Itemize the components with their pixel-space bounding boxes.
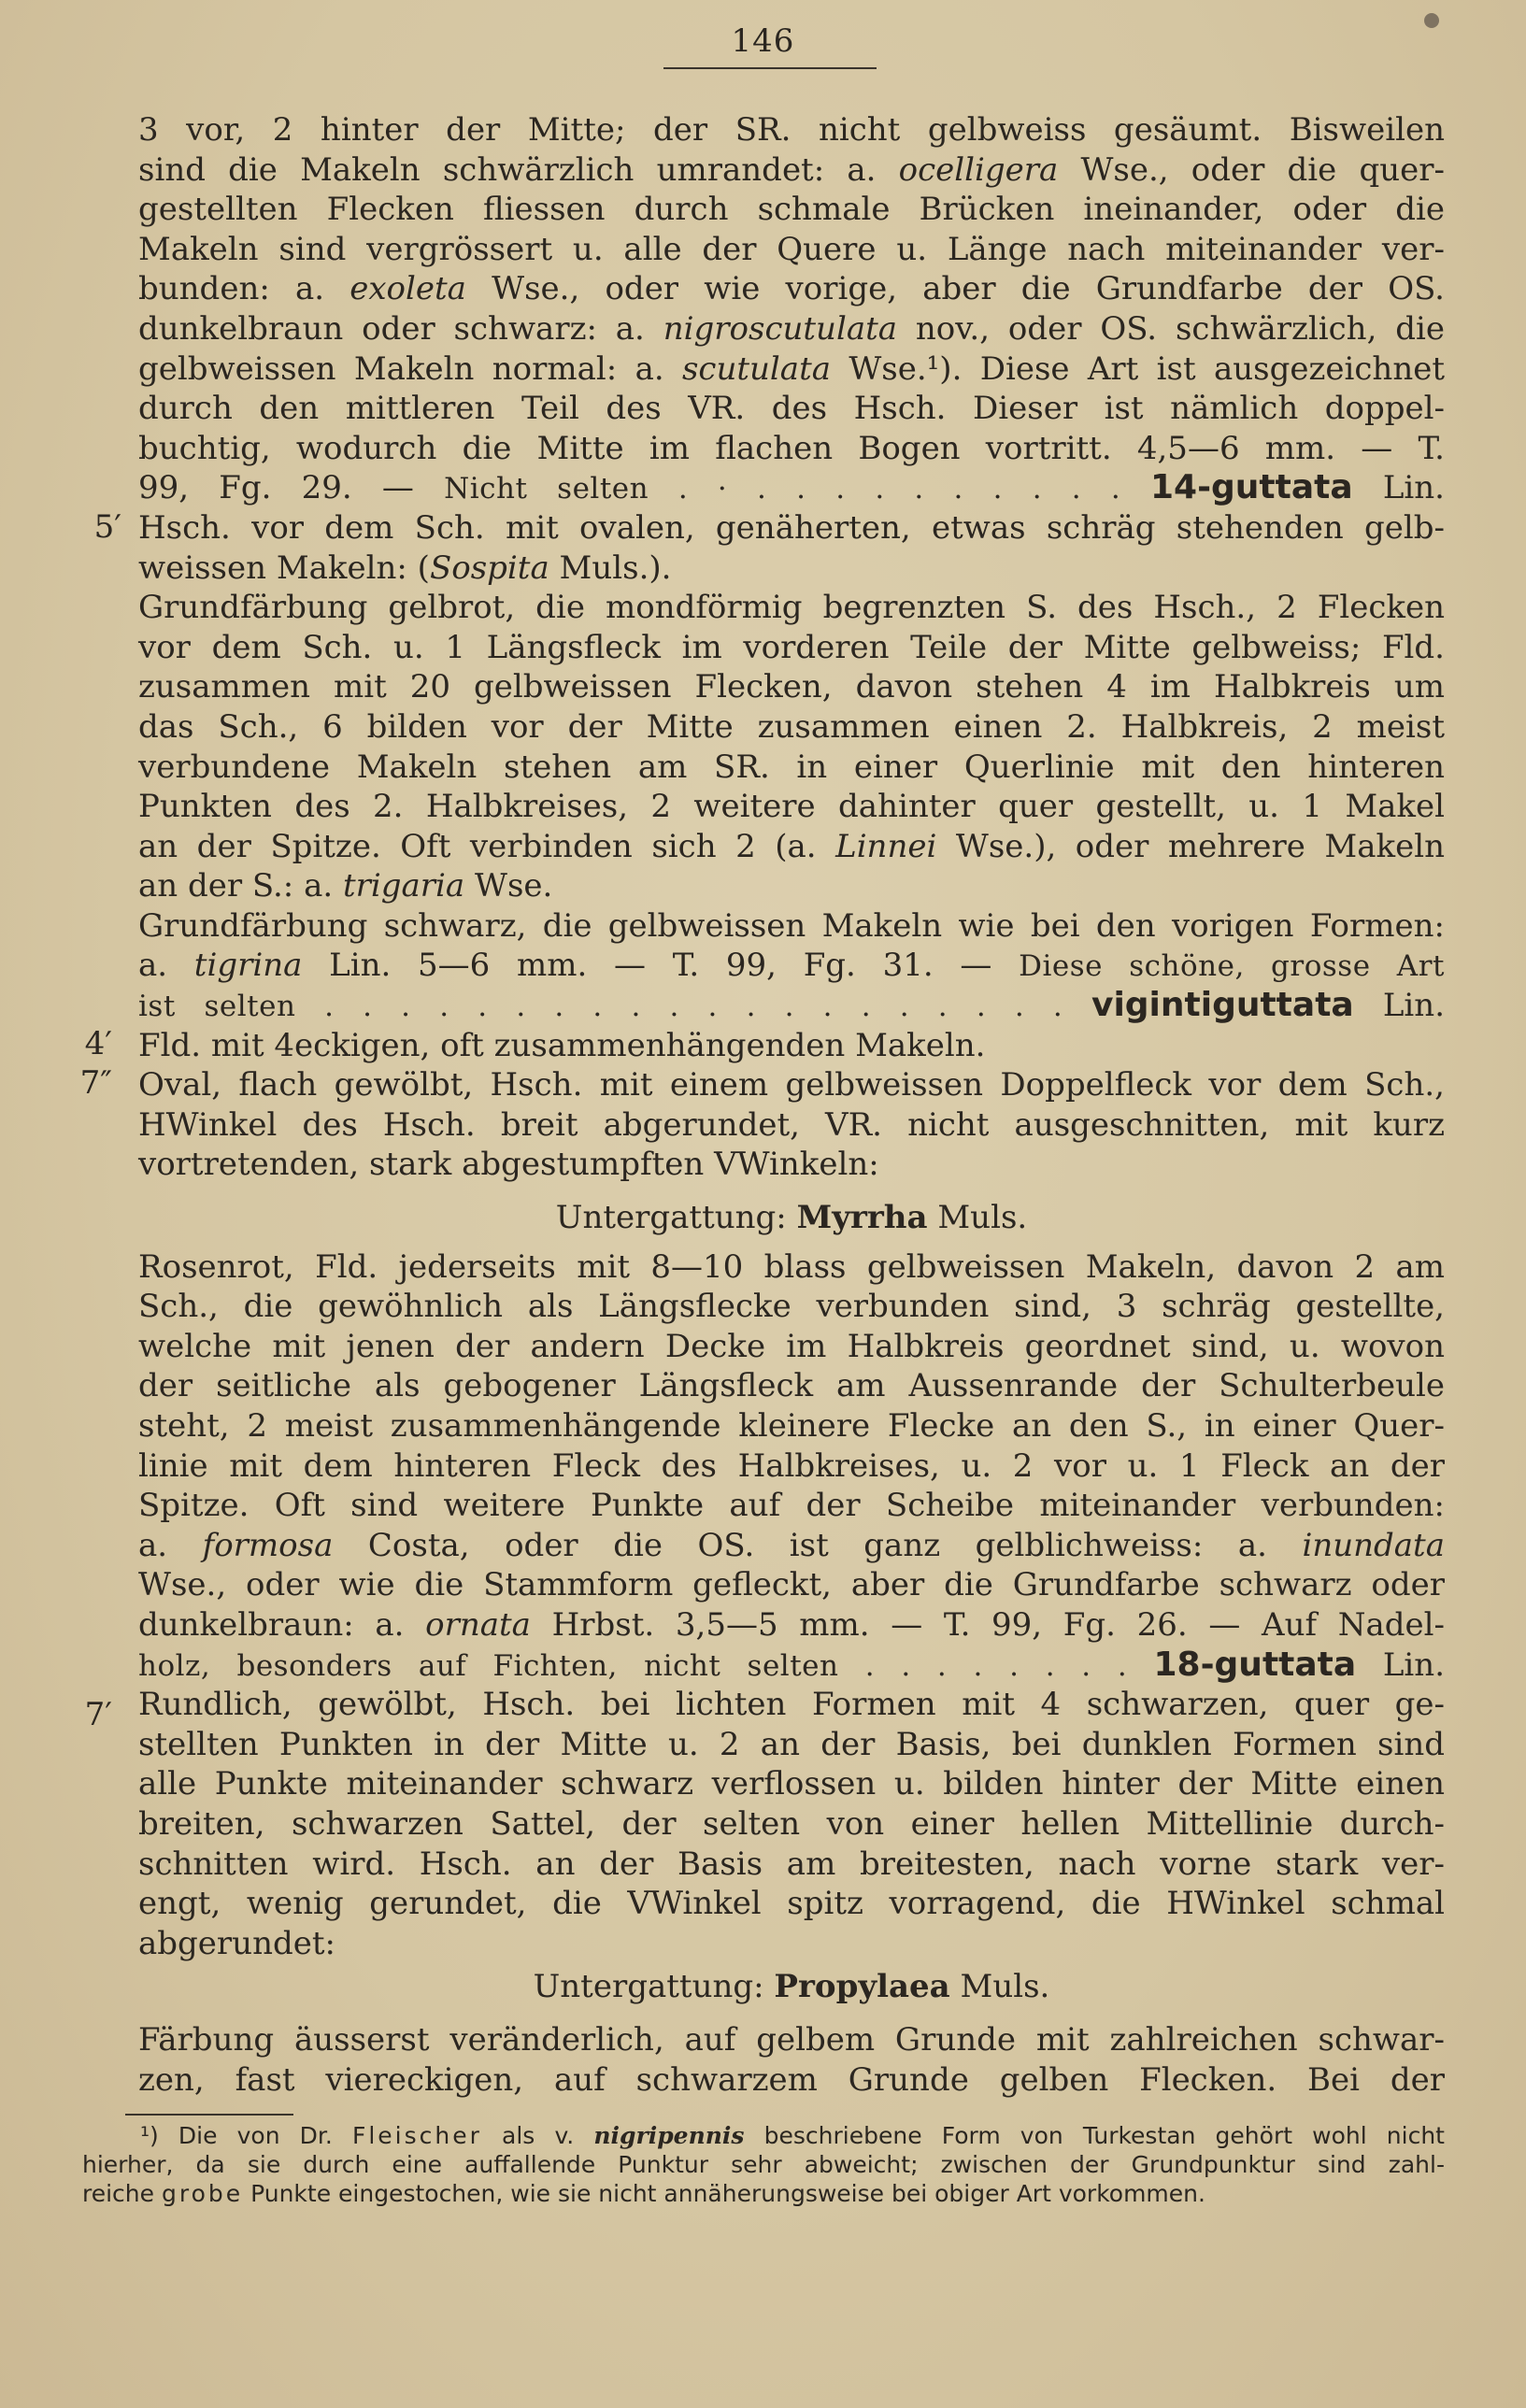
species-name: vigintiguttata [1091, 986, 1354, 1025]
text-line: das Sch., 6 bilden vor der Mitte zusammen einen 2. Halbkreis, 2 meist [138, 707, 1445, 746]
couplet-marker-5: 5′ [93, 508, 121, 546]
couplet-marker-7b: 7″ [79, 1064, 112, 1102]
text-line: 99, Fg. 29. — Nicht selten . · . . . . . . . . . . 14-guttata Lin. [138, 468, 1445, 507]
taxon-name: Sospita [429, 549, 549, 587]
text-line: buchtig, wodurch die Mitte im flachen Bogen vortritt. 4,5—6 mm. — T. [138, 429, 1445, 467]
text-line: der seitliche als gebogener Längsfleck am Aussenrande der Schulterbeule [138, 1367, 1445, 1405]
taxon-name: scutulata [681, 349, 832, 388]
footnote [82, 2121, 1445, 2208]
footnote-line: hierher, da sie durch eine auffallende Punktur sehr abweicht; zwischen der Grundpunktur sind zahl- [82, 2151, 1445, 2178]
taxon-name: tigrina [193, 947, 303, 985]
text-line: Makeln sind vergrössert u. alle der Quere u. Länge nach miteinander ver- [138, 230, 1445, 268]
text-line: bunden: a. exoleta Wse., oder wie vorige, aber die Grundfarbe der OS. [138, 270, 1445, 308]
text-line: weissen Makeln: (Sospita Muls.). [138, 549, 672, 587]
footnote-line: reiche grobe Punkte eingestochen, wie sie nicht annäherungsweise bei obiger Art vorkommen. [82, 2180, 1205, 2207]
taxon-name: Linnei [835, 827, 937, 865]
footnote-line: ¹) Die von Dr. Fleischer als v. nigripennis beschriebene Form von Turkestan gehört wohl nicht [140, 2122, 1445, 2149]
text-line: a. tigrina Lin. 5—6 mm. — T. 99, Fg. 31. — Diese schöne, grosse Art [138, 947, 1445, 985]
text-line: dunkelbraun: a. ornata Hrbst. 3,5—5 mm. — T. 99, Fg. 26. — Auf Nadel- [138, 1605, 1446, 1644]
couplet-marker-4: 4′ [84, 1025, 112, 1062]
species-name: 14-guttata [1149, 468, 1353, 507]
taxon-name: formosa [202, 1526, 334, 1564]
text-line: zen, fast viereckigen, auf schwarzem Grunde gelben Flecken. Bei der [138, 2060, 1445, 2099]
text-line: verbundene Makeln stehen am SR. in einer Querlinie mit den hinteren [138, 748, 1445, 786]
text-line: welche mit jenen der andern Decke im Halbkreis geordnet sind, u. wovon [138, 1327, 1445, 1365]
text-line: vortretenden, stark abgestumpften VWinkeln: [138, 1146, 879, 1184]
text-line: alle Punkte miteinander schwarz verflossen u. bilden hinter der Mitte einen [138, 1765, 1445, 1803]
text-line: Sch., die gewöhnlich als Längsflecke verbunden sind, 3 schräg gestellte, [138, 1288, 1445, 1326]
text-line: gestellten Flecken fliessen durch schmale Brücken ineinander, oder die [138, 191, 1445, 229]
text-line: abgerundet: [138, 1924, 335, 1962]
text-line: steht, 2 meist zusammenhängende kleinere Flecke an den S., in einer Quer- [138, 1407, 1445, 1445]
text-line: a. formosa Costa, oder die OS. ist ganz gelblichweiss: a. inundata [138, 1526, 1445, 1564]
text-line: zusammen mit 20 gelbweissen Flecken, davon stehen 4 im Halbkreis um [138, 668, 1445, 706]
header-rule [663, 67, 877, 69]
text-line: breiten, schwarzen Sattel, der selten von einer hellen Mittellinie durch- [138, 1804, 1445, 1843]
subgenus-heading: Untergattung: Propylaea Muls. [533, 1968, 1050, 2006]
taxon-name: inundata [1302, 1526, 1445, 1564]
text-line: an der S.: a. trigaria Wse. [138, 867, 553, 905]
text-line: Fld. mit 4eckigen, oft zusammenhängenden Makeln. [138, 1026, 986, 1064]
main-text [138, 110, 1445, 2100]
subgenus-heading: Untergattung: Myrrha Muls. [555, 1199, 1028, 1237]
text-line: Färbung äusserst veränderlich, auf gelbem Grunde mit zahlreichen schwar- [138, 2020, 1445, 2059]
text-line: an der Spitze. Oft verbinden sich 2 (a. Linnei Wse.), oder mehrere Makeln [138, 827, 1445, 865]
text-line: holz, besonders auf Fichten, nicht selten . . . . . . . . 18-guttata Lin. [138, 1645, 1446, 1684]
text-line: Grundfärbung schwarz, die gelbweissen Makeln wie bei den vorigen Formen: [138, 906, 1445, 945]
text-line: stellten Punkten in der Mitte u. 2 an der Basis, bei dunklen Formen sind [138, 1725, 1445, 1763]
text-line: Hsch. vor dem Sch. mit ovalen, genäherten, etwas schräg stehenden gelb- [138, 508, 1445, 547]
text-line: durch den mittleren Teil des VR. des Hsch. Dieser ist nämlich doppel- [138, 390, 1445, 428]
text-line: Grundfärbung gelbrot, die mondförmig begrenzten S. des Hsch., 2 Flecken [138, 589, 1445, 627]
text-line: engt, wenig gerundet, die VWinkel spitz vorragend, die HWinkel schmal [138, 1885, 1445, 1923]
text-line: Oval, flach gewölbt, Hsch. mit einem gelbweissen Doppelfleck vor dem Sch., [138, 1066, 1445, 1104]
text-line: dunkelbraun oder schwarz: a. nigroscutulata nov., oder OS. schwärzlich, die [138, 309, 1446, 348]
text-line: gelbweissen Makeln normal: a. scutulata Wse.¹). Diese Art ist ausgezeichnet [138, 349, 1446, 388]
couplet-marker-7: 7′ [84, 1696, 112, 1733]
taxon-name: exoleta [349, 270, 466, 308]
taxon-name: ocelligera [898, 150, 1059, 189]
taxon-name: trigaria [342, 867, 465, 905]
text-line: sind die Makeln schwärzlich umrandet: a. ocelligera Wse., oder die quer- [138, 150, 1445, 189]
text-line: linie mit dem hinteren Fleck des Halbkreises, u. 2 vor u. 1 Fleck an der [138, 1446, 1445, 1485]
text-line: vor dem Sch. u. 1 Längsfleck im vorderen Teile der Mitte gelbweiss; Fld. [138, 628, 1445, 666]
text-line: Rosenrot, Fld. jederseits mit 8—10 blass gelbweissen Makeln, davon 2 am [138, 1247, 1445, 1286]
page-number: 146 [731, 22, 795, 60]
text-line: ist selten . . . . . . . . . . . . . . . . . . . . vigintiguttata Lin. [138, 986, 1446, 1025]
text-line: HWinkel des Hsch. breit abgerundet, VR. nicht ausgeschnitten, mit kurz [138, 1105, 1445, 1144]
text-line: Punkten des 2. Halbkreises, 2 weitere dahinter quer gestellt, u. 1 Makel [138, 788, 1445, 826]
taxon-name: nigroscutulata [663, 309, 898, 348]
text-line: Rundlich, gewölbt, Hsch. bei lichten Formen mit 4 schwarzen, quer ge- [138, 1686, 1445, 1724]
species-name: 18-guttata [1153, 1645, 1357, 1684]
text-line: schnitten wird. Hsch. an der Basis am breitesten, nach vorne stark ver- [138, 1845, 1445, 1883]
text-line: Spitze. Oft sind weitere Punkte auf der Scheibe miteinander verbunden: [138, 1487, 1445, 1525]
text-line: 3 vor, 2 hinter der Mitte; der SR. nicht gelbweiss gesäumt. Bisweilen [138, 111, 1445, 149]
footnote-rule [125, 2114, 293, 2116]
text-line: Wse., oder wie die Stammform gefleckt, aber die Grundfarbe schwarz oder [138, 1566, 1445, 1604]
taxon-name: ornata [425, 1605, 531, 1644]
